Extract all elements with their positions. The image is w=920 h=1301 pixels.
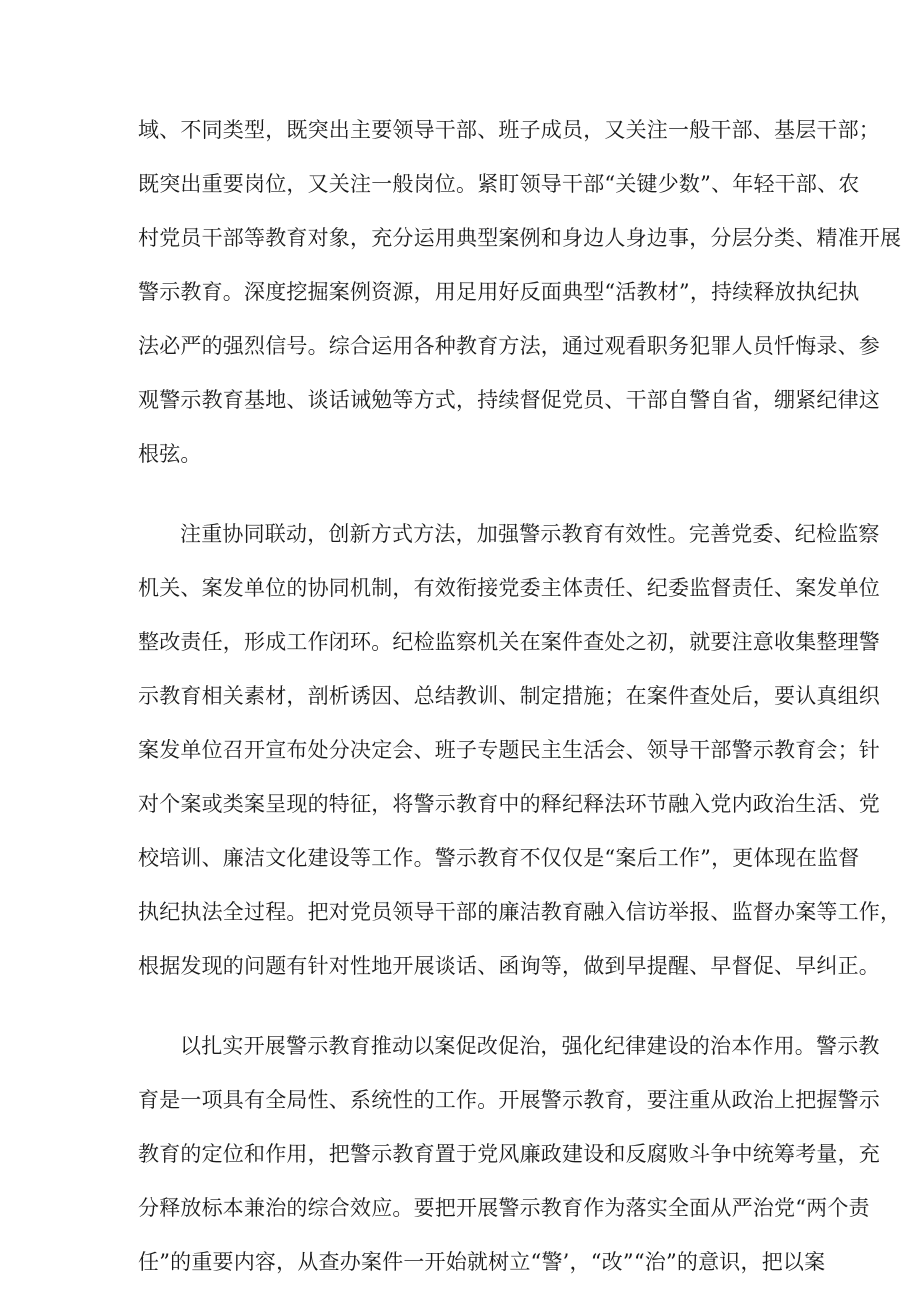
text-line: 根弦。: [138, 442, 202, 466]
text-line: 任”的重要内容，从查办案件一开始就树立“警’，“改”“治”的意识，把以案: [138, 1250, 826, 1274]
text-line: 根据发现的问题有针对性地开展谈话、函询等，做到早提醒、早督促、早纠正。: [138, 954, 880, 978]
text-line: 观警示教育基地、谈话诫勉等方式，持续督促党员、干部自警自省，绷紧纪律这: [138, 388, 880, 412]
text-line: 村党员干部等教育对象，充分运用典型案例和身边人身边事，分层分类、精准开展: [138, 226, 902, 250]
text-line: 示教育相关素材，剖析诱因、总结教训、制定措施；在案件查处后，要认真组织: [138, 684, 880, 708]
text-line: 注重协同联动，创新方式方法，加强警示教育有效性。完善党委、纪检监察: [180, 522, 880, 546]
text-line: 校培训、廉洁文化建设等工作。警示教育不仅仅是“案后工作”，更体现在监督: [138, 846, 860, 870]
text-line: 教育的定位和作用，把警示教育置于党风廉政建设和反腐败斗争中统筹考量，充: [138, 1142, 880, 1166]
text-line: 法必严的强烈信号。综合运用各种教育方法，通过观看职务犯罪人员忏悔录、参: [138, 334, 880, 358]
text-line: 整改责任，形成工作闭环。纪检监察机关在案件查处之初，就要注意收集整理警: [138, 630, 880, 654]
text-line: 分释放标本兼治的综合效应。要把开展警示教育作为落实全面从严治党“两个责: [138, 1196, 870, 1220]
text-line: 对个案或类案呈现的特征，将警示教育中的释纪释法环节融入党内政治生活、党: [138, 792, 880, 816]
text-line: 域、不同类型，既突出主要领导干部、班子成员，又关注一般干部、基层干部；: [138, 118, 880, 142]
text-line: 既突出重要岗位，又关注一般岗位。紧盯领导干部“关键少数”、年轻干部、农: [138, 172, 860, 196]
text-line: 案发单位召开宣布处分决定会、班子专题民主生活会、领导干部警示教育会；针: [138, 738, 880, 762]
text-line: 以扎实开展警示教育推动以案促改促治，强化纪律建设的治本作用。警示教: [180, 1034, 880, 1058]
text-line: 育是一项具有全局性、系统性的工作。开展警示教育，要注重从政治上把握警示: [138, 1088, 880, 1112]
text-line: 执纪执法全过程。把对党员领导干部的廉洁教育融入信访举报、监督办案等工作，: [138, 900, 902, 924]
text-line: 警示教育。深度挖掘案例资源，用足用好反面典型“活教材”，持续释放执纪执: [138, 280, 860, 304]
text-line: 机关、案发单位的协同机制，有效衔接党委主体责任、纪委监督责任、案发单位: [138, 576, 880, 600]
